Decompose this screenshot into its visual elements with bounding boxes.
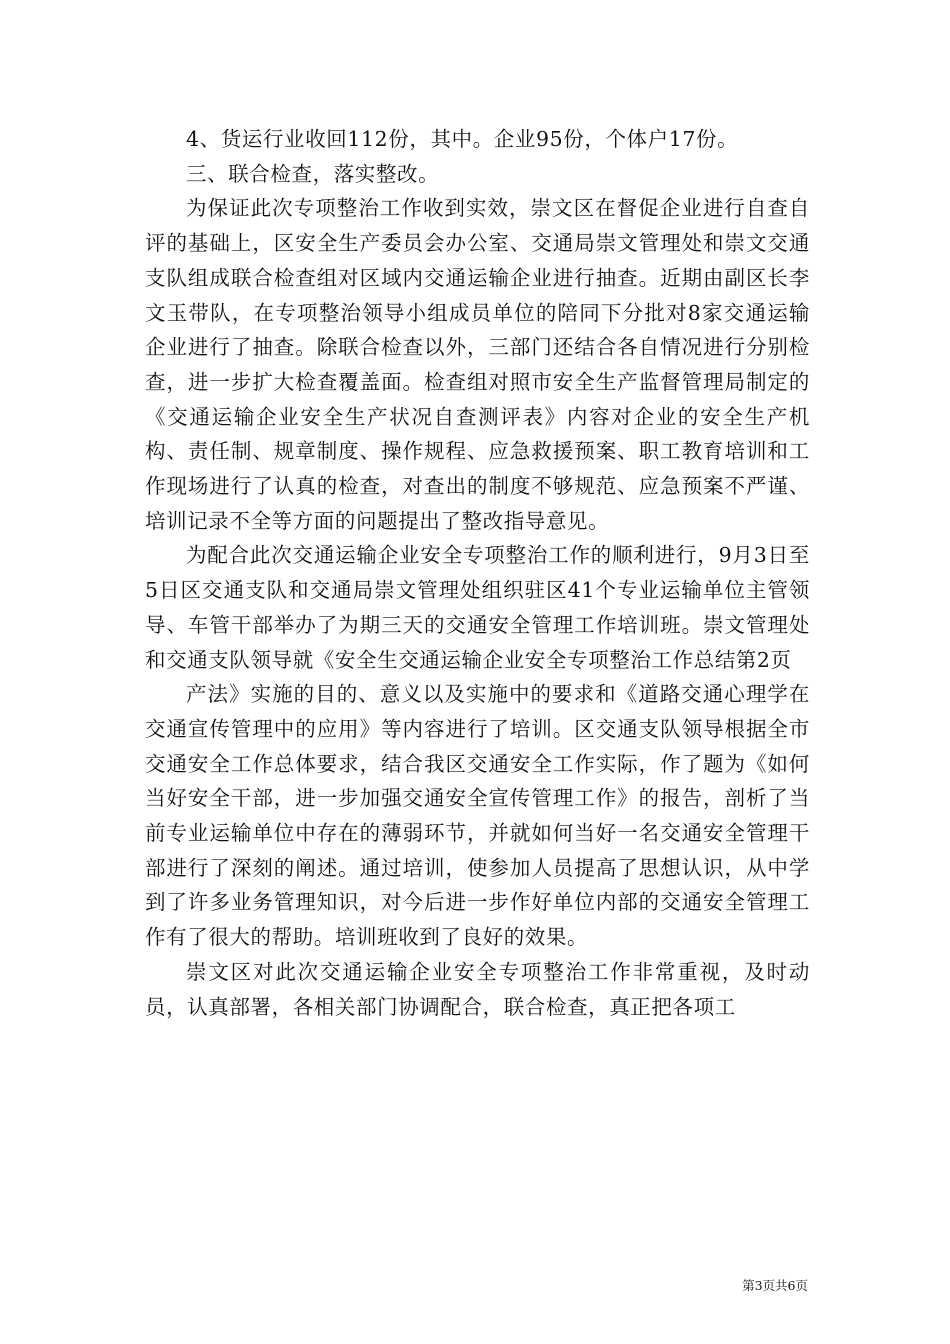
page-number-footer: 第3页共6页: [742, 1278, 808, 1293]
section-heading-joint-inspection: 三、联合检查，落实整改。: [186, 161, 440, 186]
paragraph-training-content: 产法》实施的目的、意义以及实施中的要求和《道路交通心理学在交通宣传管理中的应用》等内容进行了培训。区交通支队领导根据全市交通安全工作总体要求，结合我区交通安全工作实际，作了题为《如何当好安全干部，进一步加强交通安全宣传管理工作》的报告，剖析了当前专业运输单位中存在的薄弱环节，并就如何当好一名交通安全管理干部进行了深刻的阐述。通过培训，使参加人员提高了思想认识，从中学到了许多业务管理知识，对今后进一步作好单位内部的交通安全管理工作有了很大的帮助。培训班收到了良好的效果。: [145, 682, 810, 950]
paragraph-joint-inspection: 为保证此次专项整治工作收到实效，崇文区在督促企业进行自查自评的基础上，区安全生产委员会办公室、交通局崇文管理处和崇文交通支队组成联合检查组对区域内交通运输企业进行抽查。近期由副区长李文玉带队，在专项整治领导小组成员单位的陪同下分批对8家交通运输企业进行了抽查。除联合检查以外，三部门还结合各自情况进行分别检查，进一步扩大检查覆盖面。检查组对照市安全生产监督管理局制定的《交通运输企业安全生产状况自查测评表》内容对企业的安全生产机构、责任制、规章制度、操作规程、应急救援预案、职工教育培训和工作现场进行了认真的检查，对查出的制度不够规范、应急预案不严谨、培训记录不全等方面的问题提出了整改指导意见。: [145, 196, 810, 533]
document-body: [145, 122, 810, 1024]
paragraph-freight-stats: 4、货运行业收回112份，其中。企业95份，个体户17份。: [186, 127, 739, 151]
paragraph-training-intro: 为配合此次交通运输企业安全专项整治工作的顺利进行，9月3日至5日区交通支队和交通局崇文管理处组织驻区41个专业运输单位主管领导、车管干部举办了为期三天的交通安全管理工作培训班。崇文管理处和交通支队领导就《安全生交通运输企业安全专项整治工作总结第2页: [145, 543, 810, 672]
paragraph-conclusion: 崇文区对此次交通运输企业安全专项整治工作非常重视，及时动员，认真部署，各相关部门协调配合，联合检查，真正把各项工: [145, 959, 810, 1019]
